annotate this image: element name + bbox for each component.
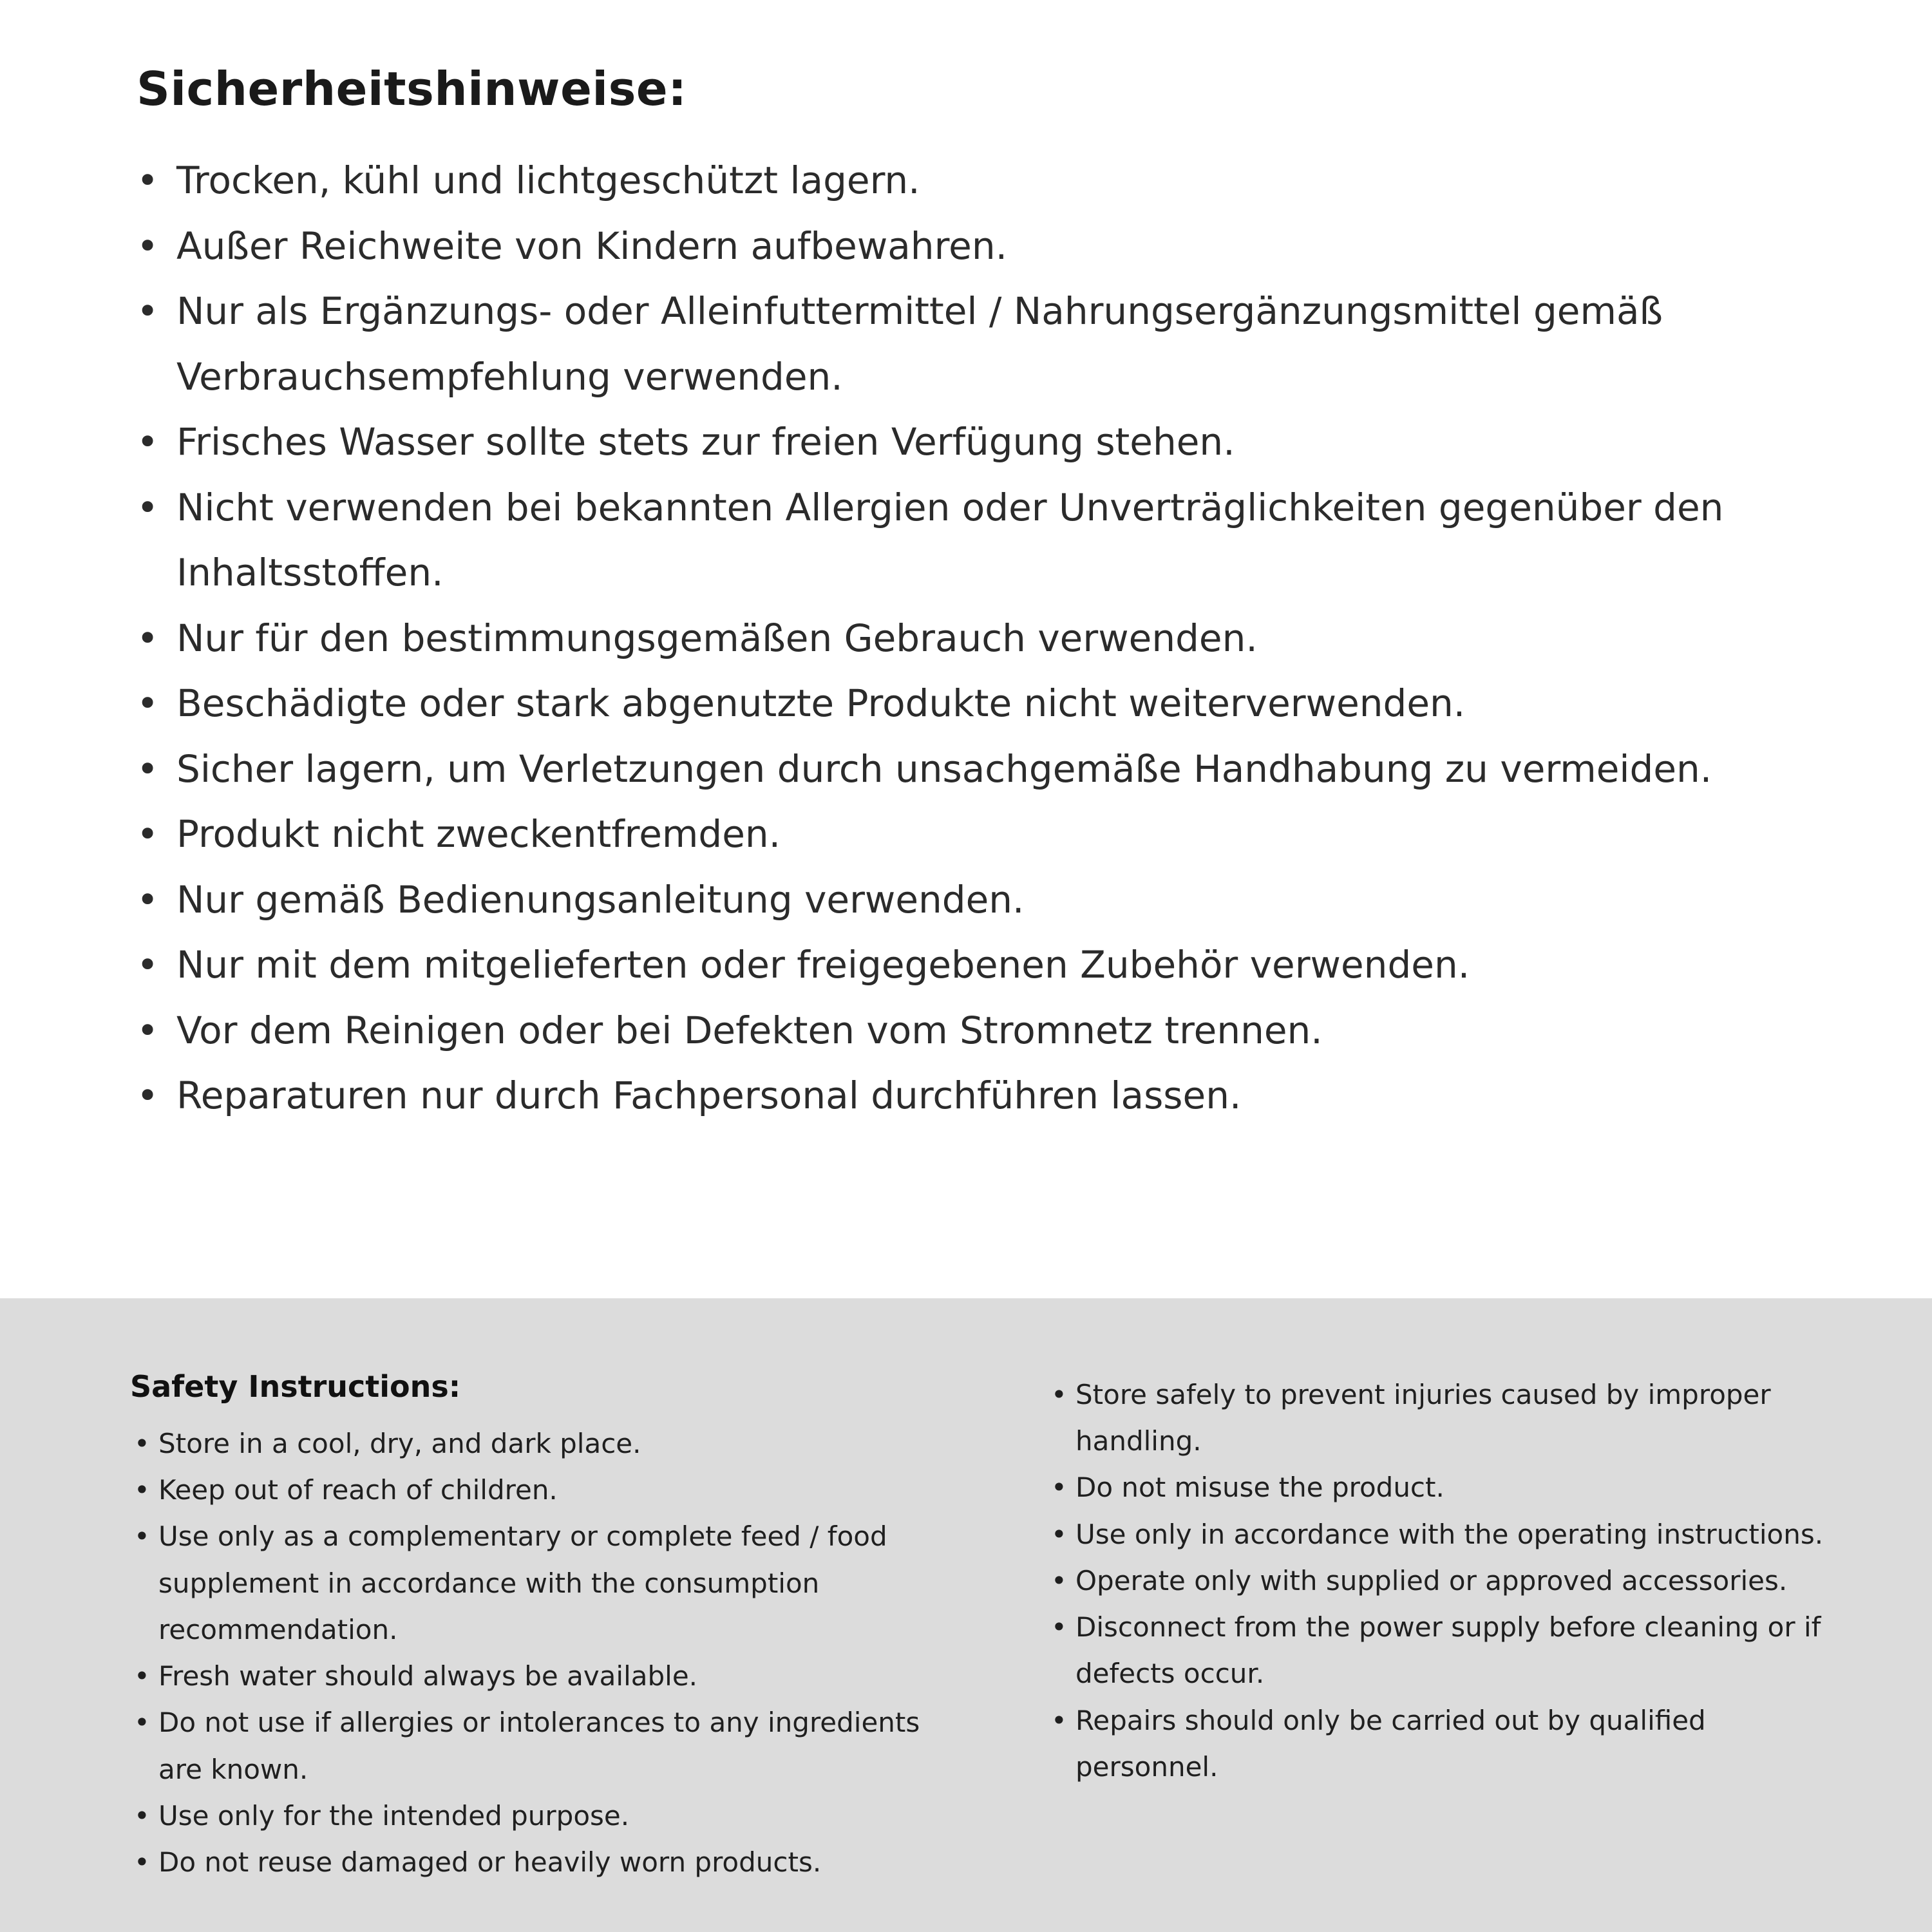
list-item: • Disconnect from the power supply before cleaning or if defects occur. — [1047, 1604, 1842, 1697]
english-left-column — [130, 1369, 925, 1932]
list-item: • Fresh water should always be available. — [130, 1653, 925, 1700]
english-section — [0, 1298, 1932, 1932]
list-item: • Use only as a complementary or complete feed / food supplement in accordance with the consumption recommendation. — [130, 1513, 925, 1653]
list-item: • Außer Reichweite von Kindern aufbewahren. — [137, 214, 1824, 279]
list-item: • Nur mit dem mitgelieferten oder freigegebenen Zubehör verwenden. — [137, 933, 1824, 998]
list-item: • Produkt nicht zweckentfremden. — [137, 802, 1824, 867]
list-item: • Trocken, kühl und lichtgeschützt lagern. — [137, 148, 1824, 214]
list-item: • Use only in accordance with the operating instructions. — [1047, 1511, 1842, 1558]
list-item: • Do not reuse damaged or heavily worn products. — [130, 1839, 925, 1886]
list-item: • Store safely to prevent injuries caused by improper handling. — [1047, 1372, 1842, 1464]
english-right-column — [1047, 1369, 1842, 1932]
list-item: • Beschädigte oder stark abgenutzte Produkte nicht weiterverwenden. — [137, 671, 1824, 737]
german-bullet-list — [137, 148, 1824, 1129]
list-item: • Nur für den bestimmungsgemäßen Gebrauch verwenden. — [137, 606, 1824, 672]
list-item: • Store in a cool, dry, and dark place. — [130, 1421, 925, 1467]
list-item: • Vor dem Reinigen oder bei Defekten vom Stromnetz trennen. — [137, 998, 1824, 1064]
german-section-title: Sicherheitshinweise: — [137, 62, 687, 116]
list-item: • Do not misuse the product. — [1047, 1464, 1842, 1511]
list-item: • Nicht verwenden bei bekannten Allergien oder Unverträglichkeiten gegenüber den Inhaltsstoffen. — [137, 475, 1824, 606]
list-item: • Nur als Ergänzungs- oder Alleinfuttermittel / Nahrungsergänzungsmittel gemäß Verbrauchsempfehlung verwenden. — [137, 279, 1824, 410]
english-left-bullet-list — [130, 1421, 925, 1886]
list-item: • Operate only with supplied or approved accessories. — [1047, 1558, 1842, 1604]
list-item: • Keep out of reach of children. — [130, 1467, 925, 1513]
list-item: • Frisches Wasser sollte stets zur freien Verfügung stehen. — [137, 410, 1824, 475]
list-item: • Reparaturen nur durch Fachpersonal durchführen lassen. — [137, 1063, 1824, 1129]
list-item: • Do not use if allergies or intolerances to any ingredients are known. — [130, 1700, 925, 1792]
english-section-title: Safety Instructions: — [130, 1369, 461, 1404]
list-item: • Nur gemäß Bedienungsanleitung verwenden. — [137, 867, 1824, 933]
list-item: • Sicher lagern, um Verletzungen durch unsachgemäße Handhabung zu vermeiden. — [137, 737, 1824, 802]
list-item: • Repairs should only be carried out by qualified personnel. — [1047, 1698, 1842, 1790]
english-right-bullet-list — [1047, 1372, 1842, 1790]
list-item: • Use only for the intended purpose. — [130, 1793, 925, 1839]
